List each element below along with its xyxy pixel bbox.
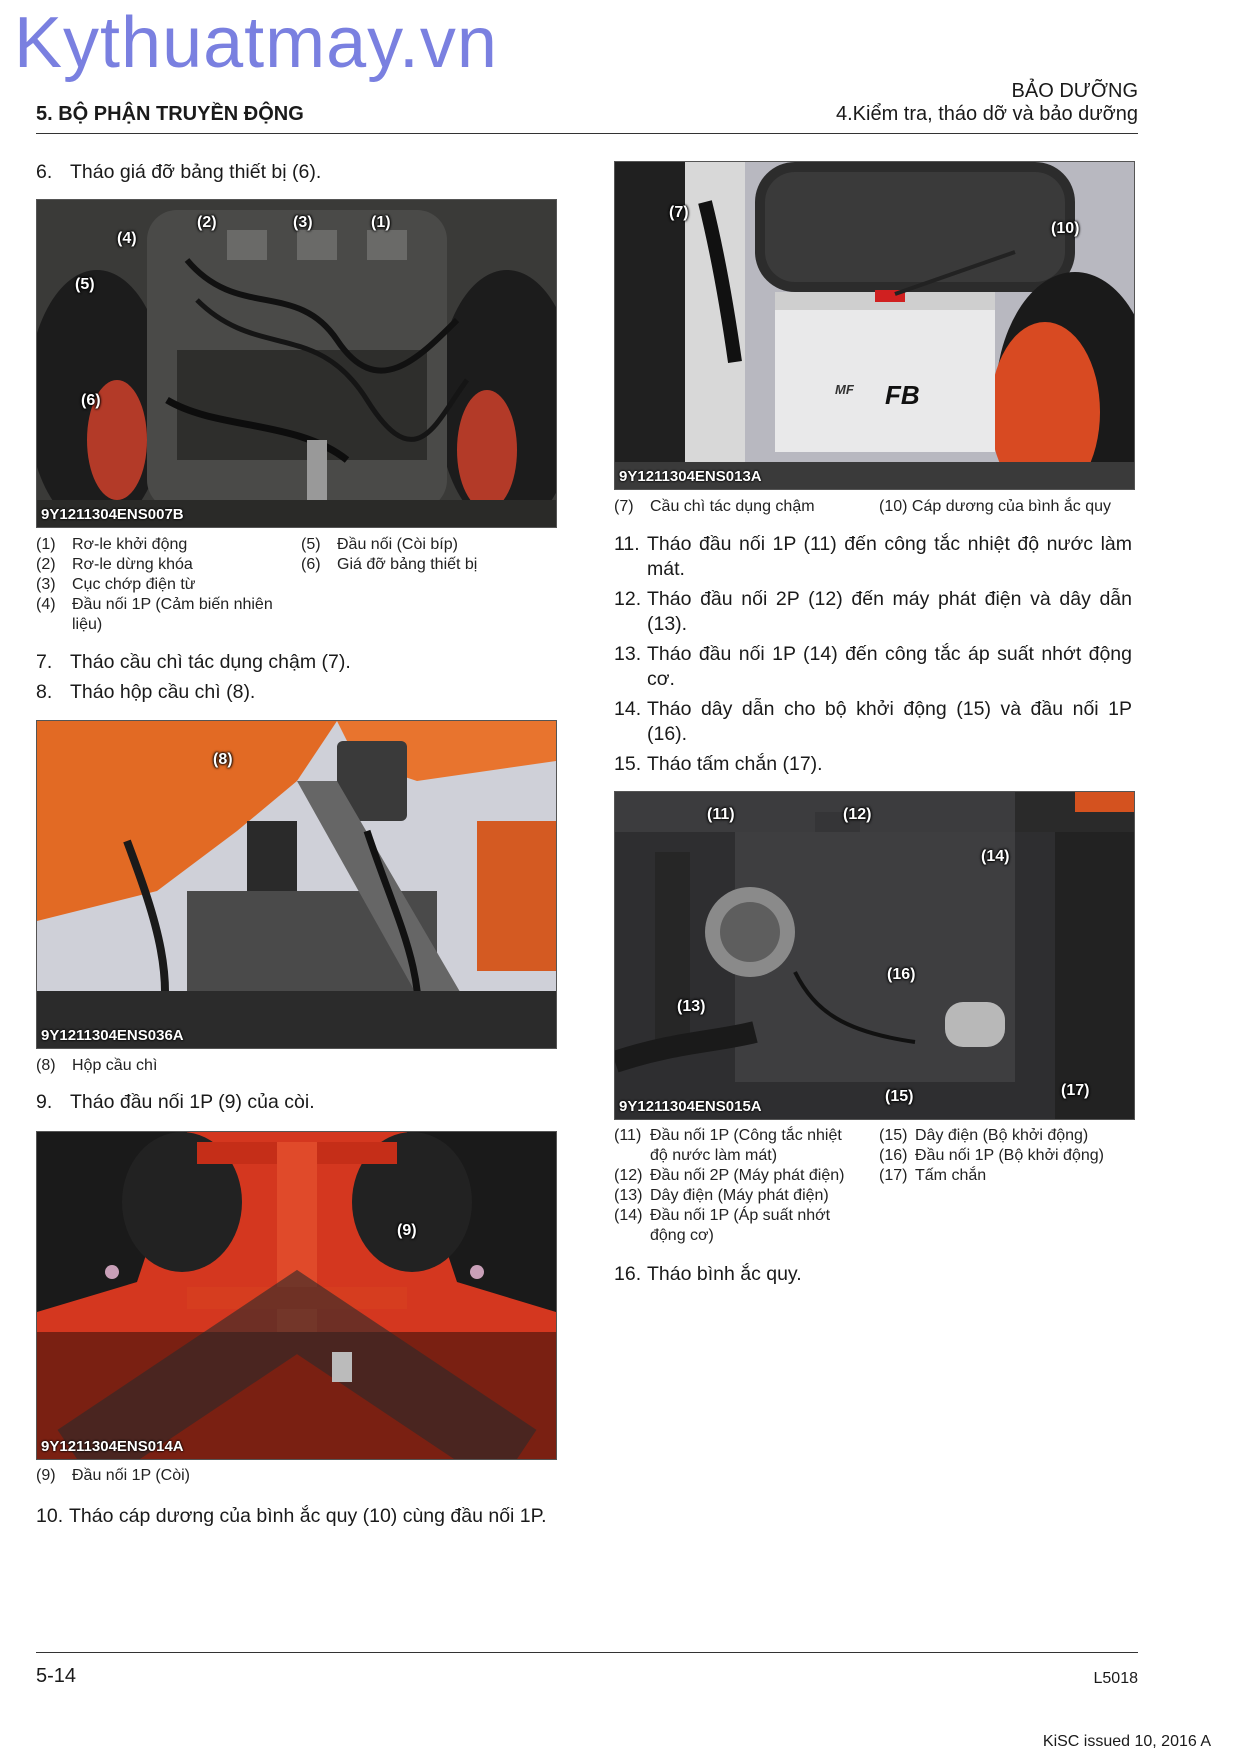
issue-note: KiSC issued 10, 2016 A bbox=[1042, 1733, 1211, 1750]
step-6 bbox=[36, 160, 321, 185]
callout-1: (1) bbox=[371, 214, 391, 231]
step-number: 11. bbox=[614, 533, 640, 555]
step-text: Tháo tấm chắn (17). bbox=[647, 753, 823, 775]
caption-photo-5-left: (11) Đầu nối 1P (Công tắc nhiệt độ nước làm mát) (12) Đầu nối 2P (Máy phát điện) (13) Dây điện (Máy phát điện) (14) Đầu nối 1P (Áp suất nhớt động cơ) bbox=[614, 1127, 845, 1244]
photo-instrument-panel-bracket bbox=[36, 199, 557, 528]
photo-code: 9Y1211304ENS014A bbox=[41, 1438, 184, 1455]
step-text: Tháo cáp dương của bình ắc quy (10) cùng đầu nối 1P. bbox=[69, 1505, 547, 1527]
callout-13: (13) bbox=[677, 998, 706, 1015]
step-number: 7. bbox=[36, 651, 53, 673]
footer-rule bbox=[36, 1652, 1138, 1653]
header-subtitle: 4.Kiểm tra, tháo dỡ và bảo dưỡng bbox=[835, 103, 1138, 125]
step-text: Tháo bình ắc quy. bbox=[647, 1263, 802, 1285]
step-14 bbox=[614, 697, 1132, 747]
callout-3: (3) bbox=[293, 214, 313, 231]
step-number: 15. bbox=[614, 753, 642, 775]
step-text: Tháo hộp cầu chì (8). bbox=[70, 681, 256, 703]
step-number: 16. bbox=[614, 1263, 642, 1285]
caption-photo-1-left: (1) Rơ-le khởi động (2) Rơ-le dừng khóa (3) Cục chớp điện từ (4) Đầu nối 1P (Cảm biến nhiên liệu) bbox=[36, 536, 273, 633]
step-12 bbox=[614, 587, 1132, 637]
photo-code: 9Y1211304ENS007B bbox=[41, 506, 184, 523]
step-number: 8. bbox=[36, 681, 53, 703]
step-number: 10. bbox=[36, 1505, 64, 1527]
step-number: 6. bbox=[36, 161, 53, 183]
callout-6: (6) bbox=[81, 392, 101, 409]
callout-11: (11) bbox=[707, 806, 735, 823]
step-7 bbox=[36, 650, 351, 675]
model-code: L5018 bbox=[1093, 1670, 1138, 1687]
watermark: Kythuatmay.vn bbox=[14, 3, 498, 83]
step-text: Tháo dây dẫn cho bộ khởi động (15) và đầu nối 1P (16). bbox=[647, 698, 1132, 745]
photo-engine-wiring bbox=[614, 791, 1135, 1120]
callout-17: (17) bbox=[1061, 1082, 1090, 1099]
callout-16: (16) bbox=[887, 966, 916, 983]
callout-10: (10) bbox=[1051, 220, 1080, 237]
step-number: 14. bbox=[614, 698, 642, 720]
step-text: Tháo đầu nối 2P (12) đến máy phát điện và dây dẫn (13). bbox=[647, 588, 1132, 635]
step-8 bbox=[36, 680, 255, 705]
caption-photo-4-right: (10) Cáp dương của bình ắc quy bbox=[879, 498, 1112, 515]
step-number: 13. bbox=[614, 643, 642, 665]
battery-brand: FB bbox=[885, 380, 920, 410]
step-16 bbox=[614, 1262, 1132, 1287]
caption-photo-2: (8) Hộp cầu chì bbox=[36, 1057, 158, 1074]
photo-code: 9Y1211304ENS015A bbox=[619, 1098, 762, 1115]
battery-label: MF bbox=[835, 382, 854, 397]
callout-5: (5) bbox=[75, 276, 95, 293]
photo-code: 9Y1211304ENS013A bbox=[619, 468, 762, 485]
callout-2: (2) bbox=[197, 214, 217, 231]
photo-code: 9Y1211304ENS036A bbox=[41, 1027, 184, 1044]
caption-photo-3: (9) Đầu nối 1P (Còi) bbox=[36, 1467, 190, 1484]
step-10 bbox=[36, 1504, 556, 1529]
callout-9: (9) bbox=[397, 1222, 417, 1239]
step-13 bbox=[614, 642, 1132, 692]
callout-14: (14) bbox=[981, 848, 1010, 865]
callout-15: (15) bbox=[885, 1088, 914, 1105]
caption-photo-1-right: (5) Đầu nối (Còi bíp) (6) Giá đỡ bảng thiết bị bbox=[301, 536, 478, 573]
photo-fuse-box bbox=[36, 720, 557, 1049]
page-number: 5-14 bbox=[36, 1665, 77, 1687]
step-11 bbox=[614, 532, 1132, 582]
step-9 bbox=[36, 1090, 315, 1115]
step-text: Tháo cầu chì tác dụng chậm (7). bbox=[70, 651, 351, 673]
callout-12: (12) bbox=[843, 806, 872, 823]
callout-7: (7) bbox=[669, 204, 689, 221]
caption-photo-5-right: (15) Dây điện (Bộ khởi động) (16) Đầu nối 1P (Bộ khởi động) (17) Tấm chắn bbox=[879, 1127, 1104, 1184]
step-text: Tháo giá đỡ bảng thiết bị (6). bbox=[70, 161, 322, 183]
caption-photo-4-left: (7) Cầu chì tác dụng chậm bbox=[614, 498, 815, 515]
step-text: Tháo đầu nối 1P (14) đến công tắc áp suất nhớt động cơ. bbox=[647, 643, 1132, 690]
header-rule bbox=[36, 133, 1138, 134]
photo-battery-cable bbox=[614, 161, 1135, 490]
callout-8: (8) bbox=[213, 751, 233, 768]
callout-4: (4) bbox=[117, 230, 137, 247]
photo-horn-connector bbox=[36, 1131, 557, 1460]
header-category: BẢO DƯỠNG bbox=[1011, 80, 1138, 102]
step-number: 9. bbox=[36, 1091, 53, 1113]
step-text: Tháo đầu nối 1P (11) đến công tắc nhiệt độ nước làm mát. bbox=[647, 533, 1132, 580]
step-text: Tháo đầu nối 1P (9) của còi. bbox=[70, 1091, 315, 1113]
step-15 bbox=[614, 752, 1132, 777]
section-title: 5. BỘ PHẬN TRUYỀN ĐỘNG bbox=[36, 103, 304, 125]
step-number: 12. bbox=[614, 588, 642, 610]
